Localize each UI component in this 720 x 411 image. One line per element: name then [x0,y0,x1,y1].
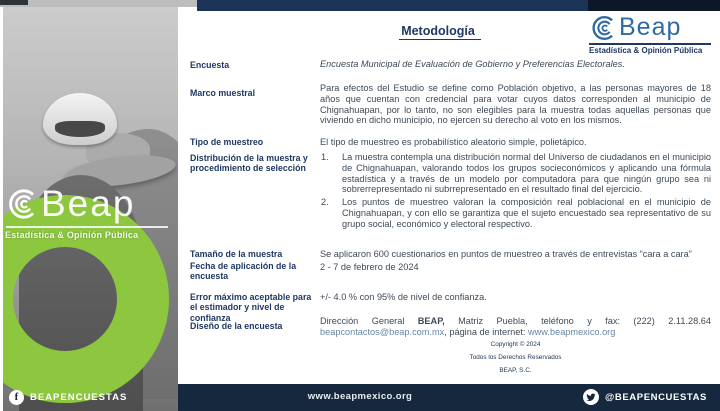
text-encuesta: Encuesta Municipal de Evaluación de Gobierno y Preferencias Electorales. [320,59,625,69]
sidebar-beap-logo [3,183,178,240]
list-item-number: 1. [321,152,329,162]
footer-website-link[interactable]: www.beapmexico.org [307,391,413,402]
label-diseno-encuesta: Diseño de la encuesta [190,321,283,331]
header-brand-tagline: Estadística & Opinión Pública [589,46,703,55]
list-item-text: La muestra contempla una distribución normal del Universo de ciudadanos en el municipio de Chignahuapan, valorando todos los grupos socieconómicos y aplicando una fórmula estadística y a través de un modelo por computadora para que ningún grupo sea ni sobrerrepresentado ni subrrepresentado en el resultado final del ejercicio. [342,152,711,195]
top-strip-black [588,0,720,11]
contact-email-link[interactable]: beapcontactos@beap.com.mx [320,326,445,337]
sidebar-brand-name: Beap [41,183,136,224]
sidebar-brand-tagline: Estadística & Opinión Pública [5,230,139,240]
page-title: Metodología [399,24,481,40]
title-row [190,22,690,40]
footer-bar [178,384,720,411]
top-strip-gray [0,0,197,7]
header-brand-name: Beap [619,13,682,41]
list-distribucion [320,152,711,232]
label-encuesta: Encuesta [190,60,230,70]
list-item [320,197,711,229]
contact-website-link[interactable]: www.beapmexico.org [528,326,616,337]
facebook-icon[interactable]: f [9,390,24,405]
white-cap [43,93,117,145]
text-marco-muestral: Para efectos del Estudio se define como Población objetivo, a las personas mayores de 18 años que cuentan con credencial para votar cuyos datos corresponden al municipio de Chignahuapan, por lo tanto, no son elegibles para la muestra todas aquellas personas que viviendo en dicho municipio, no ejercen su derecho al voto en los mismos. [320,83,711,126]
top-strip-corner [0,0,28,5]
text-fecha-aplicacion: 2 - 7 de febrero de 2024 [320,262,419,272]
text-tipo-muestreo: El tipo de muestreo es probabilístico aleatorio simple, polietápico. [320,137,587,147]
label-tamano-muestra: Tamaño de la muestra [190,249,283,259]
contact-between: , página de internet: [444,326,529,337]
twitter-handle[interactable]: @BEAPENCUESTAS [605,391,707,403]
label-fecha-aplicacion: Fecha de aplicación de la encuesta [190,261,297,282]
contact-middle: Matriz Puebla, teléfono y fax: (222) 2.11.28.64 [444,316,711,326]
copyright-line: Todos los Derechos Reservados [469,353,562,361]
header-logo-rule [589,43,711,45]
copyright-block [320,339,711,378]
label-distribucion: Distribución de la muestra y procedimiento de selección [190,153,308,174]
copyright-line: BEAP, S.C. [499,366,532,374]
copyright-line: Copyright © 2024 [490,341,541,348]
label-marco-muestral: Marco muestral [190,88,256,98]
list-item-text: Los puntos de muestreo valoran la composición real poblacional en el municipio de Chignahuapan, y con ello se garantiza que el sujeto encuestado sea representativo de su grupo social, económico y electoral respectivo. [342,197,711,229]
list-item-number: 2. [321,197,329,208]
top-strip-navy [197,0,588,11]
contact-prefix: Dirección General [320,316,418,326]
contact-org: BEAP, [417,316,445,326]
beap-arcs-icon [5,187,39,221]
sidebar-logo-rule [6,226,168,228]
facebook-handle[interactable]: BEAPENCUESTAS [30,392,128,403]
text-error-maximo: +/- 4.0 % con 95% de nivel de confianza. [320,292,487,302]
twitter-icon[interactable] [583,389,599,405]
cap-band [55,121,105,137]
text-contacto [320,316,711,338]
list-item [320,152,711,195]
twitter-handle-group[interactable] [583,389,707,405]
text-tamano-muestra: Se aplicaron 600 cuestionarios en puntos de muestreo a través de entrevistas “cara a cara” [320,249,692,259]
field-photo [3,7,178,411]
label-error-maximo: Error máximo aceptable para el estimador y nivel de confianza [190,292,312,323]
facebook-handle-group[interactable] [9,390,127,405]
label-tipo-muestreo: Tipo de muestreo [190,137,264,147]
